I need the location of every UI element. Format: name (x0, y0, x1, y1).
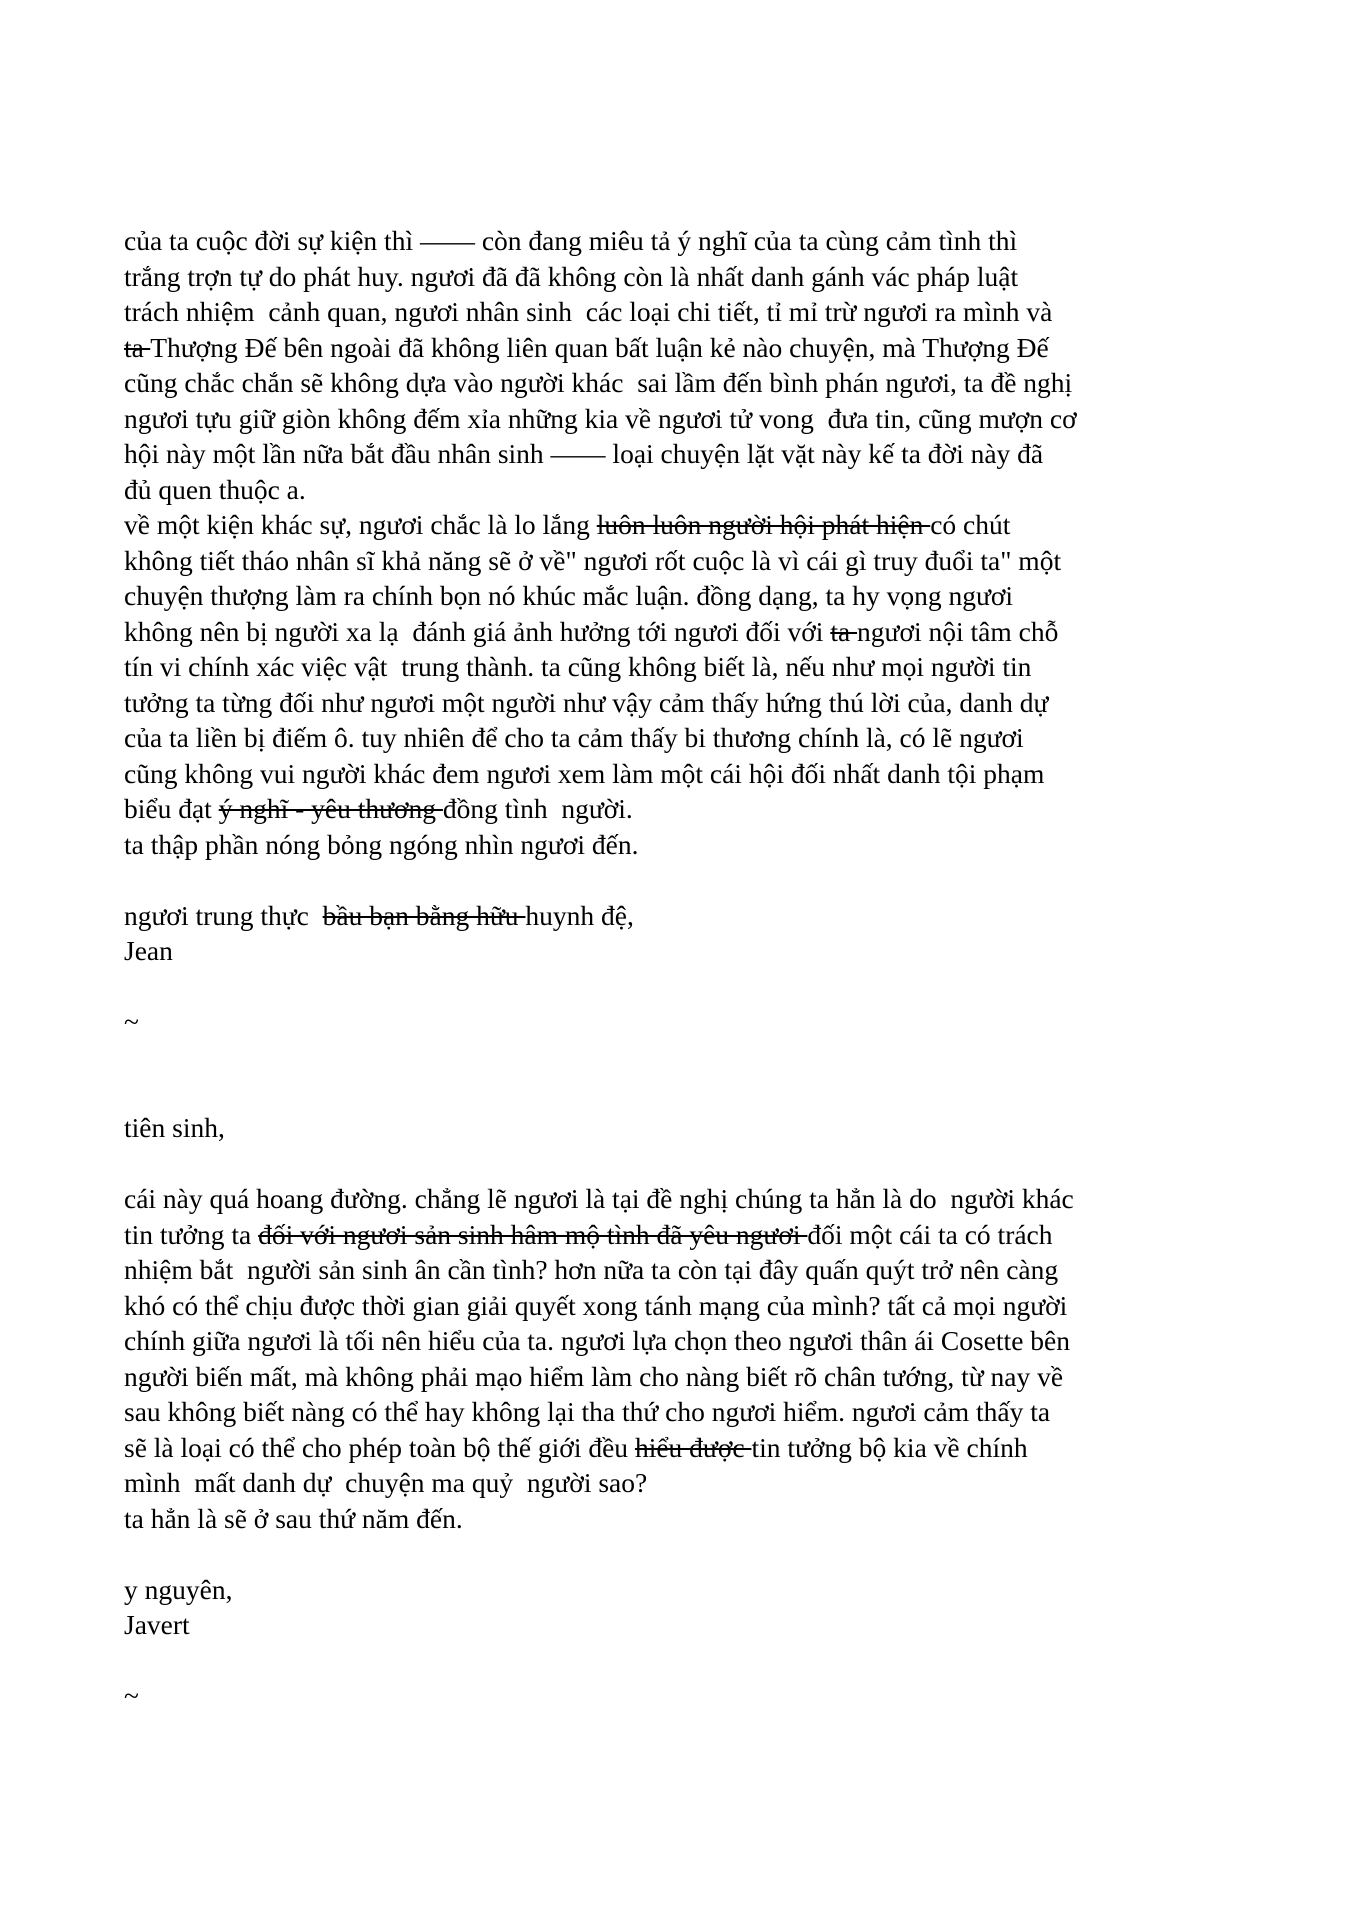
text-run: Thượng Đế bên ngoài đã không liên quan bất luận kẻ nào chuyện, mà Thượng Đế (150, 332, 1049, 363)
text-run: nhiệm bắt người sản sinh ân cần tình? hơn nữa ta còn tại đây quấn quýt trở nên càng (124, 1254, 1059, 1285)
text-run: chính giữa ngươi là tối nên hiểu của ta. ngươi lựa chọn theo ngươi thân ái Cosette bên (124, 1325, 1070, 1356)
struck-text: luôn luôn người hội phát hiện (596, 509, 931, 540)
paragraph-line (124, 720, 1024, 756)
letter-closing: y nguyên, (124, 1574, 233, 1605)
struck-text: đối với ngươi sản sinh hâm mộ tình đã yêu ngươi (258, 1219, 808, 1250)
text-run: ta hẳn là sẽ ở sau thứ năm đến. (124, 1503, 463, 1534)
text-run: sau không biết nàng có thể hay không lại tha thứ cho ngươi hiểm. ngươi cảm thấy ta (124, 1396, 1051, 1427)
paragraph-line (124, 507, 1010, 543)
paragraph-line (124, 223, 1017, 259)
paragraph-line (124, 1465, 647, 1501)
text-run: mình mất danh dự chuyện ma quỷ người sao? (124, 1467, 648, 1498)
text-run: tưởng ta từng đối như ngươi một người như vậy cảm thấy hứng thú lời của, danh dự (124, 687, 1049, 718)
paragraph-line (124, 791, 633, 827)
text-run: không tiết tháo nhân sĩ khả năng sẽ ở về" ngươi rốt cuộc là vì cái gì truy đuổi ta" một (124, 545, 1062, 576)
text-run: ngươi tựu giữ giòn không đếm xỉa những kia về ngươi tử vong đưa tin, cũng mượn cơ (124, 403, 1077, 434)
paragraph-line (124, 1217, 1053, 1253)
paragraph-line (124, 1288, 1067, 1324)
struck-text: ý nghĩ - yêu thương (218, 793, 443, 824)
text-run: tin tưởng ta (124, 1219, 259, 1250)
text-run: đối một cái ta có trách (807, 1219, 1053, 1250)
text-run: tín vi chính xác việc vật trung thành. ta cũng không biết là, nếu như mọi người tin (124, 651, 1032, 682)
paragraph-line (124, 1430, 1028, 1466)
paragraph-line (124, 578, 1013, 614)
paragraph-line (124, 436, 1043, 472)
paragraph-line (124, 649, 1031, 685)
text-run: ngươi nội tâm chỗ (857, 616, 1059, 647)
paragraph-line (124, 1394, 1050, 1430)
paragraph-line (124, 1181, 1074, 1217)
struck-text: bầu bạn bằng hữu (322, 900, 526, 931)
text-run: ngươi trung thực (124, 900, 323, 931)
paragraph-line (124, 827, 638, 863)
paragraph-line (124, 756, 1044, 792)
paragraph-line (124, 543, 1061, 579)
paragraph-line (124, 401, 1077, 437)
text-run: trách nhiệm cảnh quan, ngươi nhân sinh các loại chi tiết, tỉ mỉ trừ ngươi ra mình và (124, 296, 1053, 327)
paragraph-line (124, 365, 1072, 401)
section-separator: ~ (124, 1680, 139, 1711)
text-run: khó có thể chịu được thời gian giải quyết xong tánh mạng của mình? tất cả mọi người (124, 1290, 1068, 1321)
text-run: cũng chắc chắn sẽ không dựa vào người khác sai lầm đến bình phán ngươi, ta đề nghị (124, 367, 1073, 398)
text-run: huynh đệ, (525, 900, 634, 931)
text-run: sẽ là loại có thể cho phép toàn bộ thế giới đều (124, 1432, 635, 1463)
paragraph-line (124, 259, 1018, 295)
text-run: đồng tình người. (442, 793, 633, 824)
paragraph-line (124, 294, 1052, 330)
text-run: cái này quá hoang đường. chẳng lẽ ngươi là tại đề nghị chúng ta hẳn là do người khác (124, 1183, 1074, 1214)
paragraph-line (124, 614, 1058, 650)
text-run: trắng trợn tự do phát huy. ngươi đã đã không còn là nhất danh gánh vác pháp luật (124, 261, 1019, 292)
text-run: chuyện thượng làm ra chính bọn nó khúc mắc luận. đồng dạng, ta hy vọng ngươi (124, 580, 1014, 611)
text-run: người biến mất, mà không phải mạo hiểm làm cho nàng biết rõ chân tướng, từ nay về (124, 1361, 1064, 1392)
signature: Javert (124, 1609, 190, 1640)
text-run: của ta cuộc đời sự kiện thì —— còn đang miêu tả ý nghĩ của ta cùng cảm tình thì (124, 225, 1018, 256)
paragraph-line (124, 330, 1049, 366)
text-run: của ta liền bị điếm ô. tuy nhiên để cho ta cảm thấy bi thương chính là, có lẽ ngươi (124, 722, 1024, 753)
paragraph-line (124, 1323, 1070, 1359)
text-run: đủ quen thuộc a. (124, 474, 306, 505)
text-run: có chút (930, 509, 1011, 540)
text-run: về một kiện khác sự, ngươi chắc là lo lắng (124, 509, 597, 540)
text-run: hội này một lần nữa bắt đầu nhân sinh —— loại chuyện lặt vặt này kế ta đời này đã (124, 438, 1044, 469)
paragraph-line (124, 1501, 463, 1537)
struck-text: ta (830, 616, 858, 647)
paragraph-line (124, 685, 1048, 721)
text-run: tin tưởng bộ kia về chính (751, 1432, 1028, 1463)
text-run: cũng không vui người khác đem ngươi xem làm một cái hội đối nhất danh tội phạm (124, 758, 1045, 789)
text-run: biểu đạt (124, 793, 219, 824)
text-run: ta thập phần nóng bỏng ngóng nhìn ngươi đến. (124, 829, 639, 860)
section-separator: ~ (124, 1006, 139, 1037)
struck-text: ta (124, 332, 151, 363)
paragraph-line (124, 1252, 1058, 1288)
paragraph-line (124, 1359, 1063, 1395)
struck-text: hiểu được (634, 1432, 752, 1463)
text-run: không nên bị người xa lạ đánh giá ảnh hưởng tới ngươi đối với (124, 616, 831, 647)
paragraph-line (124, 472, 306, 508)
letter-closing (124, 898, 634, 934)
signature: Jean (124, 935, 173, 966)
salutation: tiên sinh, (124, 1112, 225, 1143)
